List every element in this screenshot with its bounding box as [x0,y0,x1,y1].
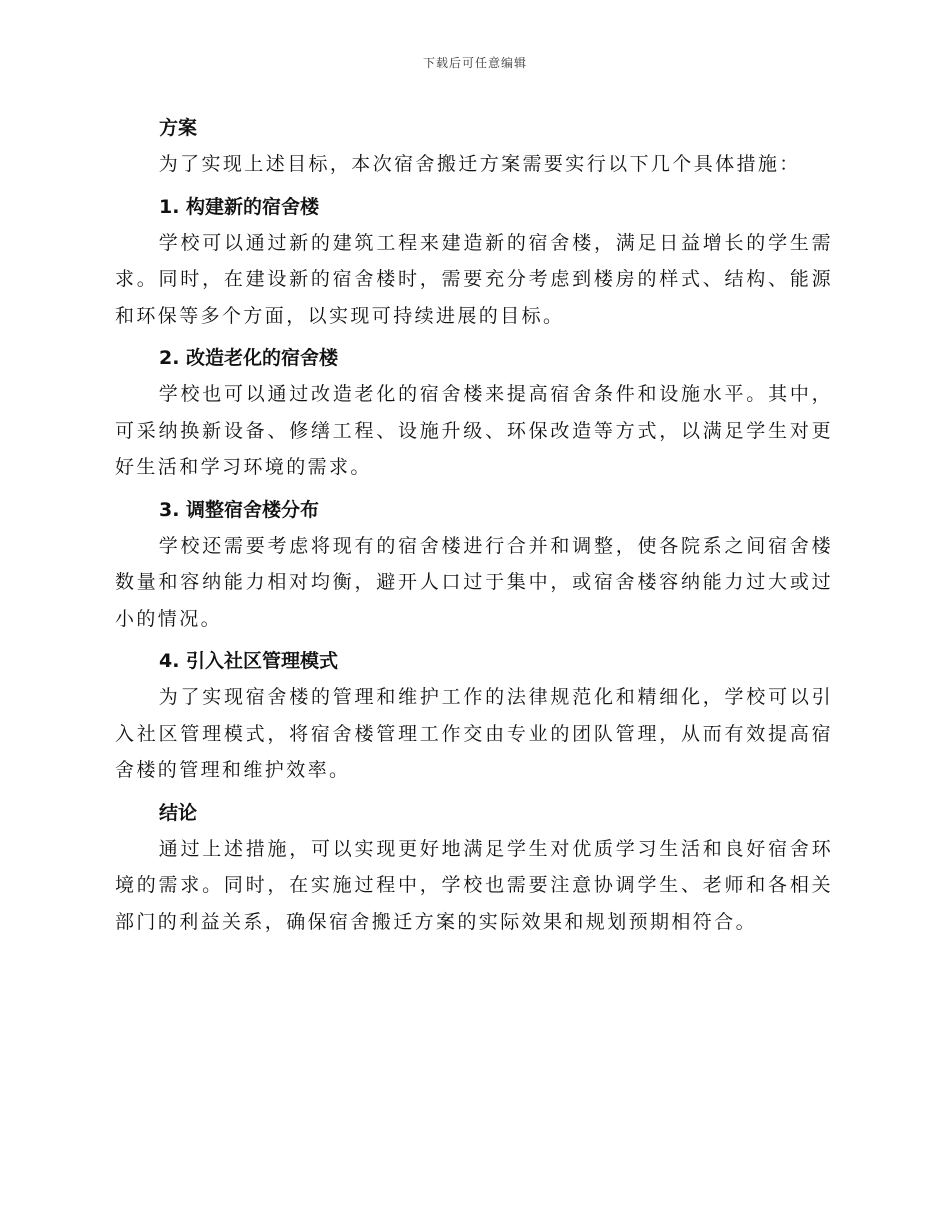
measure-2-paragraph: 学校也可以通过改造老化的宿舍楼来提高宿舍条件和设施水平。其中，可采纳换新设备、修缮工程、设施升级、环保改造等方式，以满足学生对更好生活和学习环境的需求。 [115,383,833,478]
section-heading-conclusion: 结论 [159,801,198,824]
conclusion-paragraph: 通过上述措施，可以实现更好地满足学生对优质学习生活和良好宿舍环境的需求。同时，在实施过程中，学校也需要注意协调学生、老师和各相关部门的利益关系，确保宿舍搬迁方案的实际效果和规划预期相符合。 [115,837,833,933]
section-heading-measure-1: 1. 构建新的宿舍楼 [159,195,320,218]
section-heading-measure-4: 4. 引入社区管理模式 [159,650,339,672]
intro-paragraph: 为了实现上述目标，本次宿舍搬迁方案需要实行以下几个具体措施： [158,153,801,175]
measure-1-paragraph: 学校可以通过新的建筑工程来建造新的宿舍楼，满足日益增长的学生需求。同时，在建设新的宿舍楼时，需要充分考虑到楼房的样式、结构、能源和环保等多个方面，以实现可持续进展的目标。 [115,231,833,327]
measure-3-paragraph: 学校还需要考虑将现有的宿舍楼进行合并和调整，使各院系之间宿舍楼数量和容纳能力相对均衡，避开人口过于集中，或宿舍楼容纳能力过大或过小的情况。 [115,534,833,630]
measure-4-paragraph: 为了实现宿舍楼的管理和维护工作的法律规范化和精细化，学校可以引入社区管理模式，将宿舍楼管理工作交由专业的团队管理，从而有效提高宿舍楼的管理和维护效率。 [115,686,833,781]
document-body [115,108,833,944]
section-heading-measure-2: 2. 改造老化的宿舍楼 [159,347,339,369]
section-heading-plan: 方案 [159,117,198,139]
header-note: 下载后可任意编辑 [422,56,527,70]
section-heading-measure-3: 3. 调整宿舍楼分布 [159,498,320,521]
